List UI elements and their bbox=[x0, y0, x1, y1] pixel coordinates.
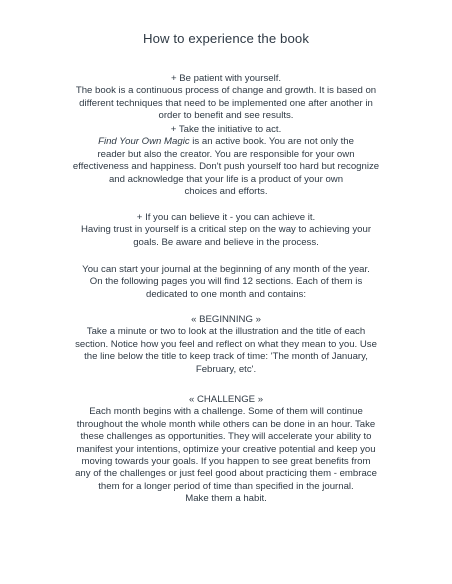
section-heading: + If you can believe it - you can achieve it. bbox=[136, 212, 316, 223]
text-line: them for a longer period of time than specified in the journal. bbox=[98, 480, 354, 492]
text-line: goals. Be aware and believe in the process. bbox=[133, 236, 319, 248]
section-heading: + Be patient with yourself. bbox=[170, 73, 282, 84]
text-line: You can start your journal at the beginning of any month of the year. bbox=[82, 264, 370, 275]
section-beginning bbox=[58, 314, 394, 376]
text-line: Having trust in yourself is a critical step on the way to achieving your bbox=[80, 224, 372, 236]
text-line: throughout the whole month while others can be done in an hour. Take bbox=[76, 418, 376, 430]
text-line: the line below the title to keep track of time: 'The month of January, bbox=[84, 351, 368, 363]
text-line: and acknowledge that your life is a product of your own bbox=[108, 173, 344, 185]
section-heading: « CHALLENGE » bbox=[188, 394, 264, 405]
book-title: Find Your Own Magic bbox=[98, 136, 190, 148]
text-line: order to benefit and see results. bbox=[158, 110, 294, 122]
text-line: February, etc'. bbox=[195, 363, 257, 375]
text-line: section. Notice how you feel and reflect on what they mean to you. Use bbox=[75, 338, 377, 350]
text-line: dedicated to one month and contains: bbox=[145, 288, 306, 300]
text-line: manifest your intentions, optimize your creative potential and keep you bbox=[76, 443, 376, 455]
section-take-initiative bbox=[58, 124, 394, 198]
text-line: On the following pages you will find 12 sections. Each of them is bbox=[89, 276, 363, 288]
text-line: Take a minute or two to look at the illustration and the title of each bbox=[86, 326, 366, 338]
text-line: choices and efforts. bbox=[184, 186, 268, 198]
section-be-patient bbox=[58, 73, 394, 123]
text-line: different techniques that need to be implemented one after another in bbox=[79, 97, 373, 109]
text-line: any of the challenges or just feel good about practicing them - embrace bbox=[75, 468, 377, 480]
text-line: these challenges as opportunities. They will accelerate your ability to bbox=[80, 431, 372, 443]
text-fragment: is an active book. You are not only the bbox=[192, 136, 354, 148]
text-line: Make them a habit. bbox=[185, 493, 267, 505]
section-heading: + Take the initiative to act. bbox=[170, 124, 282, 135]
section-heading: « BEGINNING » bbox=[191, 314, 261, 325]
text-line: moving towards your goals. If you happen to see great benefits from bbox=[81, 456, 371, 468]
text-line bbox=[58, 136, 394, 148]
text-line: reader but also the creator. You are responsible for your own bbox=[97, 148, 355, 160]
text-line: effectiveness and happiness. Don't push yourself too hard but recognize bbox=[72, 161, 380, 173]
text-line: The book is a continuous process of change and growth. It is based on bbox=[75, 85, 377, 97]
section-start-journal bbox=[58, 264, 394, 301]
section-believe bbox=[58, 212, 394, 249]
page-title: How to experience the book bbox=[142, 31, 310, 46]
section-challenge bbox=[58, 394, 394, 506]
text-line: Each month begins with a challenge. Some of them will continue bbox=[89, 406, 363, 418]
